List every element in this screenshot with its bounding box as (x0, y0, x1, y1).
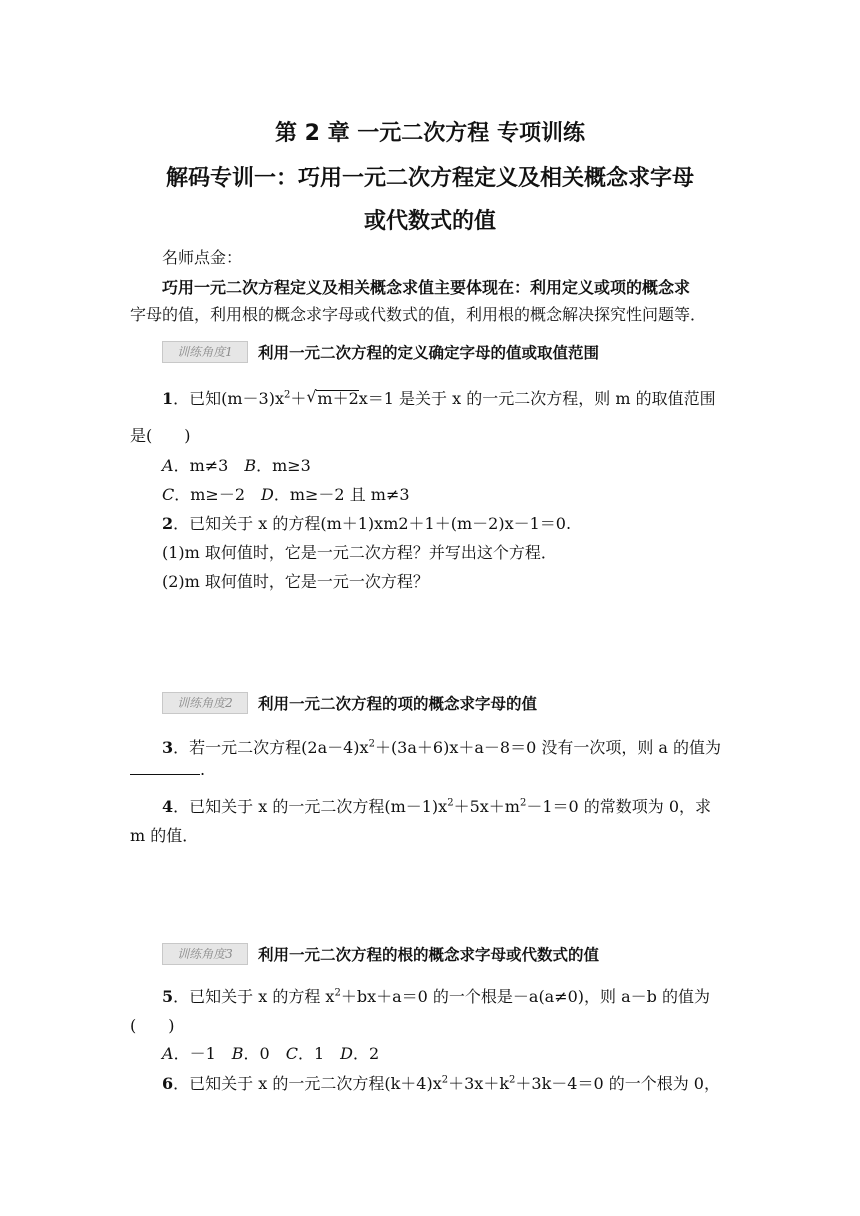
page-title: 第 2 章 一元二次方程 专项训练 (275, 121, 585, 146)
training-angle-badge: 训练角度1 (162, 341, 248, 363)
question-4: 4．已知关于 x 的一元二次方程$(m-1)x^2+5x+m^2-1=0$ 的常数项为 0，求 (162, 797, 712, 816)
question-1: 1．已知$(m-3)x^2+√$ m＋2x＝1 是关于 x 的一元二次方程，则 m 的取值范围 (162, 386, 762, 409)
question-3: 3．若一元二次方程$(2a-4)x^2+(3a+6)x+a-8=0$ 没有一次项，则 a 的值为 (162, 738, 722, 757)
question-4-line-2: m 的值． (130, 826, 199, 845)
question-number: 2 (162, 514, 174, 533)
question-number: 5 (162, 987, 174, 1006)
training-angle-1 (162, 341, 599, 363)
training-angle-2 (162, 692, 537, 714)
training-angle-badge: 训练角度2 (162, 692, 248, 714)
sqrt-expression: √ m＋2 (316, 390, 358, 407)
question-number: 4 (162, 797, 174, 816)
training-angle-title: 利用一元二次方程的定义确定字母的值或取值范围 (258, 344, 600, 362)
training-angle-badge: 训练角度3 (162, 943, 248, 965)
question-5-line-2: ( ) (130, 1016, 175, 1035)
question-2-part-1: (1)m 取何值时，它是一元二次方程？并写出这个方程． (162, 543, 557, 562)
question-1-line-2: 是( ) (130, 426, 191, 445)
tip-label: 名师点金： (162, 248, 243, 267)
training-angle-title: 利用一元二次方程的根的概念求字母或代数式的值 (258, 946, 600, 964)
question-6: 6．已知关于 x 的一元二次方程$(k+4)x^2+3x+k^2+3k-4=0$ 的一个根为 0， (162, 1074, 720, 1093)
question-3-line-2: . (130, 760, 730, 779)
question-number: 1 (162, 389, 174, 408)
question-2-part-2: (2)m 取何值时，它是一元一次方程？ (162, 572, 429, 591)
answer-blank (130, 760, 200, 775)
question-1-options-ab: A．m≠3 B．m≥3 (162, 456, 311, 475)
section-title-cont: 或代数式的值 (363, 209, 496, 234)
tip-line-1: 巧用一元二次方程定义及相关概念求值主要体现在：利用定义或项的概念求 (162, 278, 691, 297)
tip-line-2: 字母的值，利用根的概念求字母或代数式的值，利用根的概念解决探究性问题等． (130, 305, 707, 324)
question-5: 5．已知关于 x 的方程 $x^2+bx+a=0$ 的一个根是－a(a≠0)，则 a－b 的值为 (162, 987, 711, 1006)
question-5-options: A．－1 B．0 C．1 D．2 (162, 1044, 380, 1063)
question-2: 2．已知关于 x 的方程(m＋1)xm2＋1＋(m－2)x－1＝0. (162, 514, 572, 533)
training-angle-3 (162, 943, 599, 965)
question-number: 6 (162, 1074, 174, 1093)
question-number: 3 (162, 738, 174, 757)
training-angle-title: 利用一元二次方程的项的概念求字母的值 (258, 695, 538, 713)
question-1-options-cd: C．m≥－2 D．m≥－2 且 m≠3 (162, 485, 410, 504)
section-title: 解码专训一：巧用一元二次方程定义及相关概念求字母 (165, 166, 694, 191)
